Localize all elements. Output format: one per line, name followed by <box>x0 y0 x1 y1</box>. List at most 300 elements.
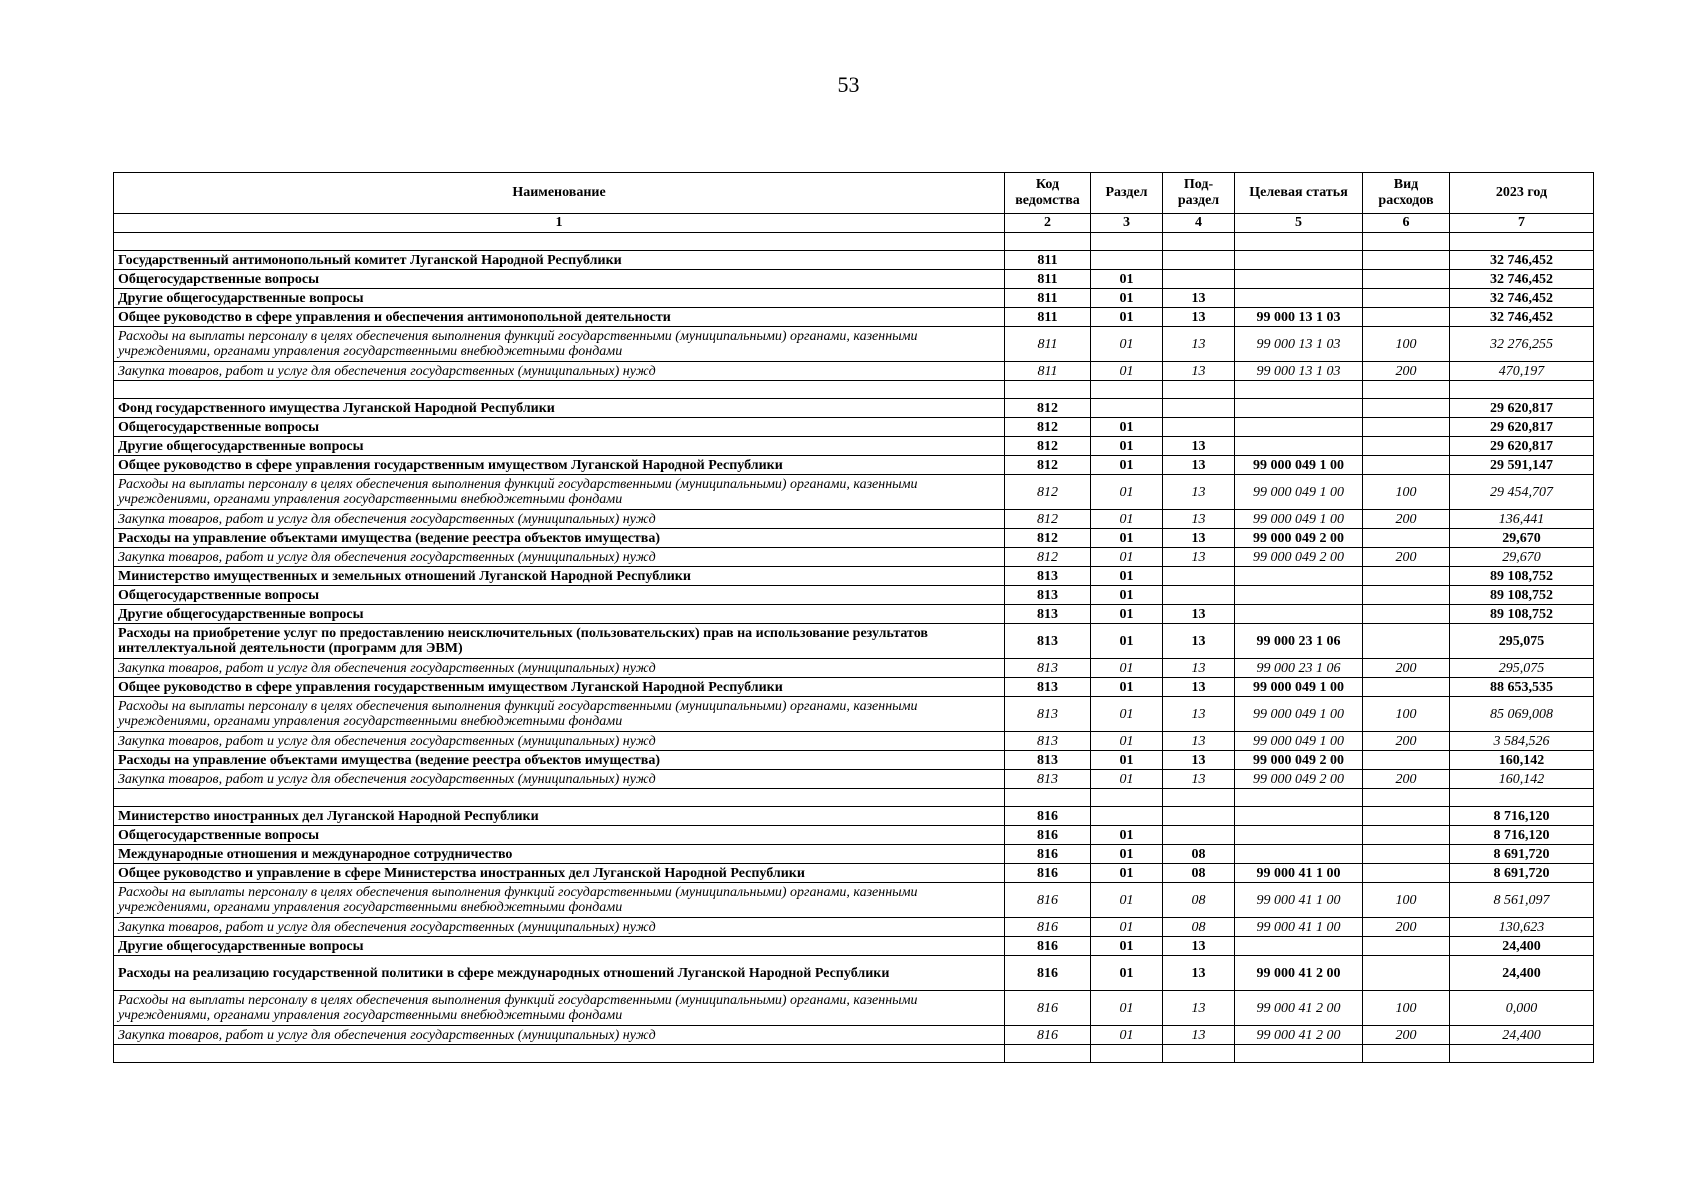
row-expense-type <box>1363 624 1450 659</box>
row-dept-code: 816 <box>1005 991 1091 1026</box>
row-section: 01 <box>1091 327 1163 362</box>
row-name: Общее руководство в сфере управления государственным имуществом Луганской Народной Республики <box>114 678 1005 697</box>
row-target-article: 99 000 049 2 00 <box>1235 751 1363 770</box>
row-amount: 295,075 <box>1450 624 1594 659</box>
table-row <box>114 659 1594 678</box>
row-section <box>1091 399 1163 418</box>
row-target-article <box>1235 845 1363 864</box>
row-expense-type <box>1363 807 1450 826</box>
row-name: Фонд государственного имущества Луганской Народной Республики <box>114 399 1005 418</box>
row-amount: 8 691,720 <box>1450 864 1594 883</box>
row-section: 01 <box>1091 567 1163 586</box>
row-section: 01 <box>1091 918 1163 937</box>
row-section: 01 <box>1091 475 1163 510</box>
row-dept-code: 816 <box>1005 956 1091 991</box>
row-dept-code: 812 <box>1005 475 1091 510</box>
row-section: 01 <box>1091 529 1163 548</box>
row-name: Общегосударственные вопросы <box>114 270 1005 289</box>
row-subsection: 13 <box>1163 659 1235 678</box>
row-target-article: 99 000 23 1 06 <box>1235 624 1363 659</box>
row-name: Расходы на управление объектами имущества (ведение реестра объектов имущества) <box>114 529 1005 548</box>
row-amount: 29,670 <box>1450 548 1594 567</box>
row-subsection: 13 <box>1163 362 1235 381</box>
row-subsection: 13 <box>1163 624 1235 659</box>
row-subsection: 13 <box>1163 510 1235 529</box>
table-row <box>114 789 1594 807</box>
row-expense-type <box>1363 233 1450 251</box>
row-section: 01 <box>1091 624 1163 659</box>
row-amount <box>1450 381 1594 399</box>
row-expense-type <box>1363 1045 1450 1063</box>
row-subsection: 13 <box>1163 308 1235 327</box>
row-target-article: 99 000 13 1 03 <box>1235 362 1363 381</box>
row-target-article: 99 000 049 2 00 <box>1235 529 1363 548</box>
row-section: 01 <box>1091 659 1163 678</box>
row-target-article <box>1235 807 1363 826</box>
row-dept-code: 812 <box>1005 418 1091 437</box>
row-target-article: 99 000 049 2 00 <box>1235 770 1363 789</box>
row-subsection: 13 <box>1163 937 1235 956</box>
row-subsection: 13 <box>1163 548 1235 567</box>
row-amount: 32 746,452 <box>1450 270 1594 289</box>
table-row <box>114 883 1594 918</box>
row-amount: 29 591,147 <box>1450 456 1594 475</box>
row-name: Другие общегосударственные вопросы <box>114 437 1005 456</box>
row-target-article: 99 000 049 1 00 <box>1235 510 1363 529</box>
row-dept-code: 813 <box>1005 770 1091 789</box>
row-amount: 295,075 <box>1450 659 1594 678</box>
table-row <box>114 381 1594 399</box>
row-amount: 24,400 <box>1450 956 1594 991</box>
row-dept-code: 813 <box>1005 732 1091 751</box>
row-amount: 136,441 <box>1450 510 1594 529</box>
header-section: Раздел <box>1091 173 1163 214</box>
row-name: Расходы на выплаты персоналу в целях обеспечения выполнения функций государственными (муниципальными) органами, казенными учреждениями, органами управления государственными внебюджетными фондами <box>114 327 1005 362</box>
row-name: Государственный антимонопольный комитет Луганской Народной Республики <box>114 251 1005 270</box>
row-subsection <box>1163 586 1235 605</box>
row-expense-type <box>1363 586 1450 605</box>
row-subsection: 13 <box>1163 751 1235 770</box>
row-amount: 8 691,720 <box>1450 845 1594 864</box>
row-name <box>114 1045 1005 1063</box>
table-body <box>114 233 1594 1063</box>
table-row <box>114 864 1594 883</box>
row-expense-type <box>1363 567 1450 586</box>
table-row <box>114 327 1594 362</box>
row-amount: 160,142 <box>1450 751 1594 770</box>
row-section <box>1091 789 1163 807</box>
row-expense-type: 100 <box>1363 883 1450 918</box>
table-row <box>114 807 1594 826</box>
row-dept-code: 813 <box>1005 697 1091 732</box>
row-section: 01 <box>1091 937 1163 956</box>
table-row <box>114 456 1594 475</box>
row-name: Расходы на выплаты персоналу в целях обеспечения выполнения функций государственными (муниципальными) органами, казенными учреждениями, органами управления государственными внебюджетными фондами <box>114 991 1005 1026</box>
row-subsection <box>1163 251 1235 270</box>
header-year: 2023 год <box>1450 173 1594 214</box>
row-expense-type: 200 <box>1363 918 1450 937</box>
column-number: 6 <box>1363 214 1450 233</box>
row-name: Расходы на приобретение услуг по предоставлению неисключительных (пользовательских) прав на использование результатов интеллектуальной деятельности (программ для ЭВМ) <box>114 624 1005 659</box>
table-row <box>114 826 1594 845</box>
row-section: 01 <box>1091 456 1163 475</box>
row-dept-code: 812 <box>1005 510 1091 529</box>
row-name: Другие общегосударственные вопросы <box>114 289 1005 308</box>
row-expense-type <box>1363 529 1450 548</box>
row-subsection: 13 <box>1163 1026 1235 1045</box>
table-row <box>114 548 1594 567</box>
row-dept-code: 811 <box>1005 308 1091 327</box>
row-name: Закупка товаров, работ и услуг для обеспечения государственных (муниципальных) нужд <box>114 732 1005 751</box>
row-dept-code: 816 <box>1005 864 1091 883</box>
table-row <box>114 956 1594 991</box>
row-dept-code: 816 <box>1005 883 1091 918</box>
table-row <box>114 770 1594 789</box>
row-amount: 32 746,452 <box>1450 308 1594 327</box>
row-section: 01 <box>1091 864 1163 883</box>
row-subsection: 08 <box>1163 845 1235 864</box>
table-row <box>114 270 1594 289</box>
row-dept-code: 812 <box>1005 456 1091 475</box>
row-expense-type <box>1363 864 1450 883</box>
table-row <box>114 362 1594 381</box>
row-dept-code: 816 <box>1005 918 1091 937</box>
row-name: Расходы на реализацию государственной политики в сфере международных отношений Луганской Народной Республики <box>114 956 1005 991</box>
row-section: 01 <box>1091 732 1163 751</box>
row-section: 01 <box>1091 548 1163 567</box>
row-subsection <box>1163 270 1235 289</box>
row-amount: 32 746,452 <box>1450 251 1594 270</box>
row-dept-code: 813 <box>1005 624 1091 659</box>
page-number: 53 <box>837 72 860 97</box>
row-dept-code <box>1005 381 1091 399</box>
row-name: Закупка товаров, работ и услуг для обеспечения государственных (муниципальных) нужд <box>114 510 1005 529</box>
row-name: Общее руководство в сфере управления и обеспечения антимонопольной деятельности <box>114 308 1005 327</box>
row-section: 01 <box>1091 586 1163 605</box>
row-subsection <box>1163 826 1235 845</box>
row-target-article <box>1235 418 1363 437</box>
row-target-article <box>1235 605 1363 624</box>
row-dept-code: 812 <box>1005 437 1091 456</box>
row-subsection <box>1163 807 1235 826</box>
table-row <box>114 418 1594 437</box>
row-amount: 8 716,120 <box>1450 826 1594 845</box>
row-expense-type <box>1363 956 1450 991</box>
table-row <box>114 751 1594 770</box>
row-expense-type <box>1363 789 1450 807</box>
row-target-article: 99 000 41 1 00 <box>1235 918 1363 937</box>
row-target-article <box>1235 251 1363 270</box>
row-dept-code: 813 <box>1005 567 1091 586</box>
table-row <box>114 697 1594 732</box>
row-name: Расходы на выплаты персоналу в целях обеспечения выполнения функций государственными (муниципальными) органами, казенными учреждениями, органами управления государственными внебюджетными фондами <box>114 697 1005 732</box>
row-name <box>114 381 1005 399</box>
row-expense-type <box>1363 381 1450 399</box>
row-amount <box>1450 1045 1594 1063</box>
row-name: Общегосударственные вопросы <box>114 586 1005 605</box>
row-section: 01 <box>1091 510 1163 529</box>
table-row <box>114 918 1594 937</box>
row-section <box>1091 251 1163 270</box>
row-name: Общегосударственные вопросы <box>114 418 1005 437</box>
row-expense-type: 200 <box>1363 732 1450 751</box>
row-target-article <box>1235 437 1363 456</box>
row-subsection: 13 <box>1163 605 1235 624</box>
row-section: 01 <box>1091 308 1163 327</box>
row-target-article <box>1235 399 1363 418</box>
row-dept-code: 813 <box>1005 659 1091 678</box>
row-amount <box>1450 789 1594 807</box>
row-section: 01 <box>1091 362 1163 381</box>
row-subsection: 08 <box>1163 883 1235 918</box>
row-section: 01 <box>1091 697 1163 732</box>
row-section <box>1091 1045 1163 1063</box>
row-expense-type: 200 <box>1363 770 1450 789</box>
table-row <box>114 399 1594 418</box>
row-expense-type <box>1363 826 1450 845</box>
row-target-article <box>1235 826 1363 845</box>
row-expense-type: 100 <box>1363 697 1450 732</box>
row-dept-code: 811 <box>1005 327 1091 362</box>
row-name: Общее руководство в сфере управления государственным имуществом Луганской Народной Республики <box>114 456 1005 475</box>
column-number: 3 <box>1091 214 1163 233</box>
column-number: 2 <box>1005 214 1091 233</box>
row-name <box>114 233 1005 251</box>
row-target-article: 99 000 13 1 03 <box>1235 327 1363 362</box>
row-amount: 24,400 <box>1450 1026 1594 1045</box>
row-section <box>1091 381 1163 399</box>
row-name: Министерство иностранных дел Луганской Народной Республики <box>114 807 1005 826</box>
row-expense-type: 200 <box>1363 548 1450 567</box>
column-number: 7 <box>1450 214 1594 233</box>
table-row <box>114 991 1594 1026</box>
row-target-article: 99 000 049 1 00 <box>1235 475 1363 510</box>
row-dept-code: 813 <box>1005 751 1091 770</box>
row-section: 01 <box>1091 991 1163 1026</box>
row-dept-code: 816 <box>1005 807 1091 826</box>
header-row <box>114 173 1594 214</box>
row-dept-code: 811 <box>1005 289 1091 308</box>
row-subsection: 13 <box>1163 289 1235 308</box>
row-expense-type <box>1363 751 1450 770</box>
row-amount: 24,400 <box>1450 937 1594 956</box>
row-dept-code: 816 <box>1005 937 1091 956</box>
row-amount: 29 454,707 <box>1450 475 1594 510</box>
row-section: 01 <box>1091 418 1163 437</box>
row-amount: 29 620,817 <box>1450 418 1594 437</box>
row-expense-type <box>1363 437 1450 456</box>
row-section: 01 <box>1091 845 1163 864</box>
table-row <box>114 624 1594 659</box>
row-amount: 29 620,817 <box>1450 399 1594 418</box>
row-dept-code: 816 <box>1005 826 1091 845</box>
row-section: 01 <box>1091 605 1163 624</box>
row-dept-code <box>1005 1045 1091 1063</box>
row-subsection: 13 <box>1163 732 1235 751</box>
row-expense-type: 200 <box>1363 510 1450 529</box>
header-target-article: Целевая статья <box>1235 173 1363 214</box>
row-target-article: 99 000 13 1 03 <box>1235 308 1363 327</box>
row-expense-type <box>1363 605 1450 624</box>
row-expense-type: 200 <box>1363 1026 1450 1045</box>
header-expense-type: Вид расходов <box>1363 173 1450 214</box>
row-amount: 89 108,752 <box>1450 586 1594 605</box>
row-subsection <box>1163 399 1235 418</box>
row-section <box>1091 807 1163 826</box>
row-section: 01 <box>1091 437 1163 456</box>
row-section: 01 <box>1091 770 1163 789</box>
row-target-article: 99 000 049 1 00 <box>1235 678 1363 697</box>
row-name: Расходы на выплаты персоналу в целях обеспечения выполнения функций государственными (муниципальными) органами, казенными учреждениями, органами управления государственными внебюджетными фондами <box>114 883 1005 918</box>
row-amount: 3 584,526 <box>1450 732 1594 751</box>
row-target-article <box>1235 233 1363 251</box>
row-amount: 29,670 <box>1450 529 1594 548</box>
row-target-article: 99 000 41 1 00 <box>1235 864 1363 883</box>
row-expense-type <box>1363 845 1450 864</box>
row-subsection: 13 <box>1163 678 1235 697</box>
row-target-article <box>1235 937 1363 956</box>
table-row <box>114 251 1594 270</box>
row-section: 01 <box>1091 956 1163 991</box>
row-target-article <box>1235 1045 1363 1063</box>
header-name: Наименование <box>114 173 1005 214</box>
table-row <box>114 1045 1594 1063</box>
row-name: Закупка товаров, работ и услуг для обеспечения государственных (муниципальных) нужд <box>114 770 1005 789</box>
row-amount: 89 108,752 <box>1450 567 1594 586</box>
row-dept-code: 812 <box>1005 399 1091 418</box>
row-dept-code: 813 <box>1005 586 1091 605</box>
row-name: Закупка товаров, работ и услуг для обеспечения государственных (муниципальных) нужд <box>114 362 1005 381</box>
row-amount: 32 746,452 <box>1450 289 1594 308</box>
table-row <box>114 233 1594 251</box>
row-expense-type <box>1363 289 1450 308</box>
header-subsection: Под-раздел <box>1163 173 1235 214</box>
row-amount: 470,197 <box>1450 362 1594 381</box>
row-section: 01 <box>1091 751 1163 770</box>
table-row <box>114 732 1594 751</box>
row-amount: 8 561,097 <box>1450 883 1594 918</box>
row-amount: 160,142 <box>1450 770 1594 789</box>
row-dept-code: 816 <box>1005 1026 1091 1045</box>
row-dept-code: 811 <box>1005 270 1091 289</box>
row-subsection <box>1163 233 1235 251</box>
table-row <box>114 845 1594 864</box>
row-subsection: 13 <box>1163 697 1235 732</box>
column-number: 5 <box>1235 214 1363 233</box>
column-number: 4 <box>1163 214 1235 233</box>
row-dept-code: 812 <box>1005 548 1091 567</box>
row-expense-type: 200 <box>1363 362 1450 381</box>
row-target-article: 99 000 049 1 00 <box>1235 697 1363 732</box>
row-expense-type <box>1363 456 1450 475</box>
row-amount <box>1450 233 1594 251</box>
row-target-article <box>1235 586 1363 605</box>
row-name: Общее руководство и управление в сфере Министерства иностранных дел Луганской Народной Республики <box>114 864 1005 883</box>
row-subsection: 13 <box>1163 956 1235 991</box>
row-section: 01 <box>1091 270 1163 289</box>
table-row <box>114 308 1594 327</box>
row-target-article <box>1235 567 1363 586</box>
row-target-article <box>1235 270 1363 289</box>
budget-table <box>113 172 1594 1063</box>
row-dept-code: 813 <box>1005 605 1091 624</box>
row-target-article: 99 000 049 1 00 <box>1235 456 1363 475</box>
table-row <box>114 586 1594 605</box>
row-name: Министерство имущественных и земельных отношений Луганской Народной Республики <box>114 567 1005 586</box>
row-dept-code <box>1005 789 1091 807</box>
row-dept-code: 811 <box>1005 251 1091 270</box>
row-amount: 0,000 <box>1450 991 1594 1026</box>
row-expense-type <box>1363 308 1450 327</box>
row-dept-code: 811 <box>1005 362 1091 381</box>
row-name: Другие общегосударственные вопросы <box>114 605 1005 624</box>
table-row <box>114 510 1594 529</box>
row-target-article: 99 000 41 1 00 <box>1235 883 1363 918</box>
row-amount: 88 653,535 <box>1450 678 1594 697</box>
row-dept-code: 816 <box>1005 845 1091 864</box>
row-subsection: 13 <box>1163 327 1235 362</box>
row-section: 01 <box>1091 826 1163 845</box>
row-amount: 32 276,255 <box>1450 327 1594 362</box>
table-row <box>114 475 1594 510</box>
row-subsection: 13 <box>1163 437 1235 456</box>
row-dept-code <box>1005 233 1091 251</box>
row-name <box>114 789 1005 807</box>
table-row <box>114 437 1594 456</box>
table-row <box>114 567 1594 586</box>
row-expense-type <box>1363 251 1450 270</box>
row-section: 01 <box>1091 1026 1163 1045</box>
row-target-article: 99 000 41 2 00 <box>1235 991 1363 1026</box>
row-amount: 130,623 <box>1450 918 1594 937</box>
row-expense-type <box>1363 270 1450 289</box>
row-target-article: 99 000 41 2 00 <box>1235 1026 1363 1045</box>
table-row <box>114 605 1594 624</box>
column-number: 1 <box>114 214 1005 233</box>
row-name: Другие общегосударственные вопросы <box>114 937 1005 956</box>
row-section: 01 <box>1091 289 1163 308</box>
row-subsection: 13 <box>1163 991 1235 1026</box>
row-expense-type <box>1363 418 1450 437</box>
row-target-article <box>1235 289 1363 308</box>
row-target-article: 99 000 049 2 00 <box>1235 548 1363 567</box>
row-subsection <box>1163 567 1235 586</box>
row-expense-type: 100 <box>1363 327 1450 362</box>
row-expense-type <box>1363 399 1450 418</box>
table-row <box>114 678 1594 697</box>
row-name: Закупка товаров, работ и услуг для обеспечения государственных (муниципальных) нужд <box>114 1026 1005 1045</box>
row-name: Расходы на выплаты персоналу в целях обеспечения выполнения функций государственными (муниципальными) органами, казенными учреждениями, органами управления государственными внебюджетными фондами <box>114 475 1005 510</box>
row-expense-type <box>1363 937 1450 956</box>
row-subsection: 13 <box>1163 529 1235 548</box>
row-subsection: 13 <box>1163 456 1235 475</box>
row-target-article: 99 000 41 2 00 <box>1235 956 1363 991</box>
row-expense-type: 100 <box>1363 991 1450 1026</box>
row-subsection: 08 <box>1163 864 1235 883</box>
row-name: Расходы на управление объектами имущества (ведение реестра объектов имущества) <box>114 751 1005 770</box>
table-row <box>114 1026 1594 1045</box>
row-name: Закупка товаров, работ и услуг для обеспечения государственных (муниципальных) нужд <box>114 918 1005 937</box>
row-dept-code: 813 <box>1005 678 1091 697</box>
row-amount: 8 716,120 <box>1450 807 1594 826</box>
column-number-row <box>114 214 1594 233</box>
row-amount: 85 069,008 <box>1450 697 1594 732</box>
row-section: 01 <box>1091 883 1163 918</box>
row-subsection <box>1163 789 1235 807</box>
row-amount: 29 620,817 <box>1450 437 1594 456</box>
table-row <box>114 937 1594 956</box>
row-subsection: 08 <box>1163 918 1235 937</box>
